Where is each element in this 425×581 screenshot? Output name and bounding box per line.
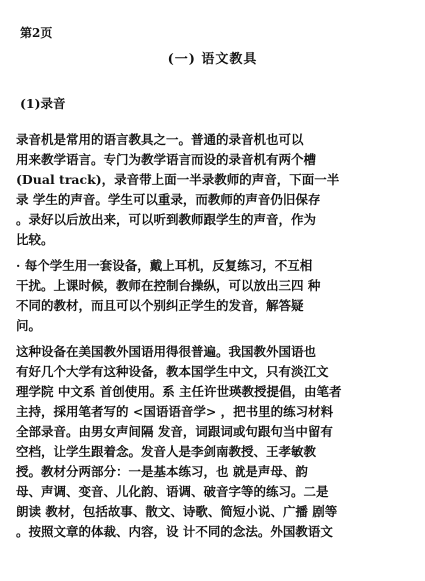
body-text [16,130,411,542]
text-line: 比较。 [16,232,54,247]
text-line: 理学院 中文系 首创使用。系 主任许世瑛教授提倡，由笔者 [16,384,342,399]
text-line: 朗读 教材，包括故事、散文、诗歌、简短小说、广播 剧等 [16,504,338,519]
text-line: 母、声调、变音、儿化韵、语调、破音字等的练习。二是 [16,484,329,499]
text-line: 这种设备在美国教外国语用得很普遍。我国教外国语也 [16,344,317,359]
paragraph [16,256,411,336]
text-line: · 每个学生用一套设备，戴上耳机，反复练习，不互相 [16,258,313,273]
text-line: 有好几个大学有这种设备，教本国学生中文，只有淡江文 [16,364,329,379]
text-line: 录音机是常用的语言教具之一。普通的录音机也可以 [16,132,304,147]
paragraph [16,342,411,542]
text-line: 主持，採用笔者写的 <国语语音学> ，把书里的练习材料 [16,404,334,419]
text-line: 用来教学语言。专门为教学语言而设的录音机有两个槽 [16,152,317,167]
text-line: 录 学生的声音。学生可以重录，而教师的声音仍旧保存 [16,192,321,207]
paragraph [16,130,411,250]
text-line: 干扰。上课时候，教师在控制台操纵，可以放出三四 种 [16,278,321,293]
text-line: 全部录音。由男女声间隔 发音，词跟词或句跟句当中留有 [16,424,333,439]
text-line: 不同的教材，而且可以个别纠正学生的发音，解答疑 [16,298,304,313]
section-title: (一) 语文教具 [167,52,258,67]
page-number-label: 第2页 [20,26,53,40]
text-line: 。按照文章的体裁、内容，设 计不同的念法。外国教语文 [16,524,333,539]
subheading: (1)录音 [20,96,66,111]
text-line: 问。 [16,318,42,333]
text-line: (Dual track)，录音带上面一半录教师的声音，下面一半 [16,172,340,187]
text-line: 授。教材分两部分：一是基本练习，也 就是声母、韵 [16,464,308,479]
text-line: 空档，让学生跟着念。发音人是李剑南教授、王孝敏教 [16,444,317,459]
text-line: 。录好以后放出来，可以听到教师跟学生的声音，作为 [16,212,317,227]
